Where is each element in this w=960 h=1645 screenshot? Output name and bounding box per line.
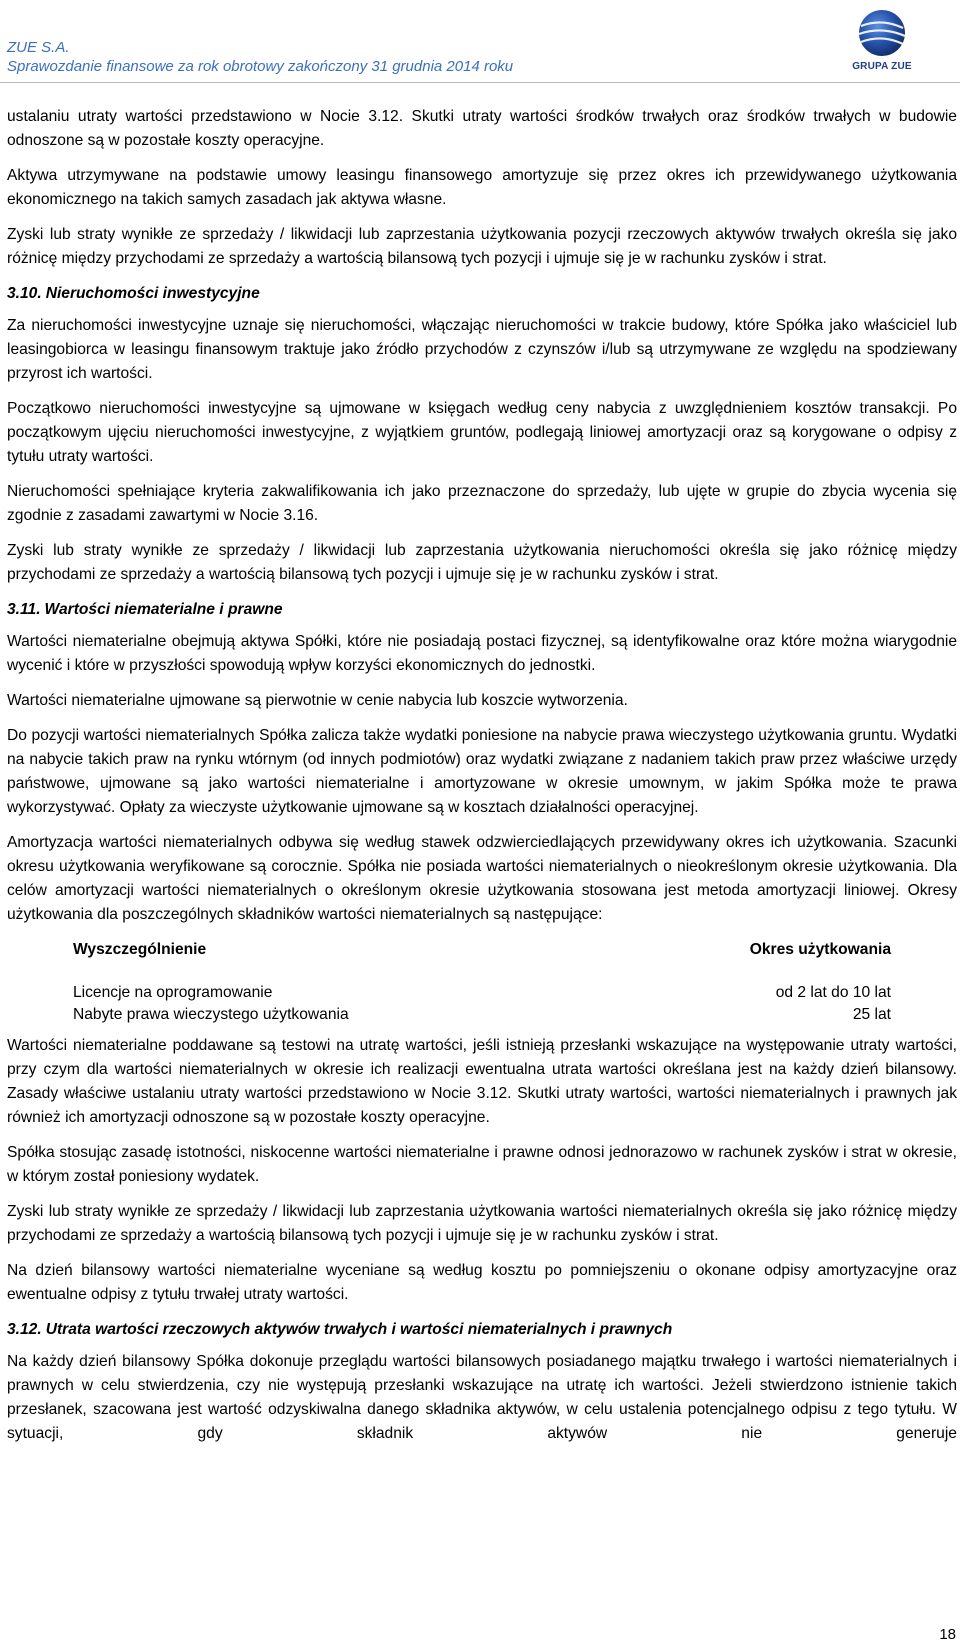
section-title: Utrata wartości rzeczowych aktywów trwałych i wartości niematerialnych i prawnych (45, 1321, 673, 1338)
table-cell-period: od 2 lat do 10 lat (775, 984, 891, 1001)
table-cell-period: 25 lat (852, 1006, 891, 1023)
column-header-period: Okres użytkowania (749, 941, 891, 958)
section-heading-3-10 (7, 282, 957, 306)
paragraph: Spółka stosując zasadę istotności, niskocenne wartości niematerialne i prawne odnosi jednorazowo w rachunek zysków i strat w okresie, w którym został poniesiony wydatek. (7, 1144, 957, 1185)
paragraph: Wartości niematerialne obejmują aktywa Spółki, które nie posiadają postaci fizycznej, są identyfikowalne oraz które można wiarygodnie wycenić i które w przyszłości spowodują wpływ korzyści ekonomicznych do jednostki. (7, 633, 957, 674)
section-number: 3.12. (7, 1321, 42, 1338)
report-title: Sprawozdanie finansowe za rok obrotowy zakończony 31 grudnia 2014 roku (7, 58, 514, 75)
section-heading-3-11 (7, 598, 957, 622)
paragraph: Aktywa utrzymywane na podstawie umowy leasingu finansowego amortyzuje się przez okres ich przewidywanego użytkowania ekonomicznego na takich samych zasadach jak aktywa własne. (7, 167, 957, 208)
page-header (0, 0, 960, 80)
section-heading-3-12 (7, 1318, 957, 1342)
paragraph: Do pozycji wartości niematerialnych Spółka zalicza także wydatki poniesione na nabycie prawa wieczystego użytkowania gruntu. Wydatki na nabycie takich praw na rynku wtórnym (od innych podmiotów) oraz wydatki związane z nadaniem takich praw przez właściwe urzędy państwowe, ujmowane są jako wartości niematerialne i amortyzowane w okresie umownym, w jakim Spółka może te prawa wykorzystywać. Opłaty za wieczyste użytkowanie ujmowane są w kosztach działalności operacyjnej. (7, 727, 957, 816)
table-row (73, 982, 891, 1004)
paragraph: Amortyzacja wartości niematerialnych odbywa się według stawek odzwierciedlających przewidywany okres ich użytkowania. Szacunki okresu użytkowania weryfikowane są corocznie. Spółka nie posiada wartości niematerialnych o nieokreślonym okresie użytkowania. Dla celów amortyzacji wartości niematerialnych o określonym okresie użytkowania stosowana jest metoda amortyzacji liniowej. Okresy użytkowania dla poszczególnych składników wartości niematerialnych są następujące: (7, 834, 957, 923)
paragraph: Zyski lub straty wynikłe ze sprzedaży / likwidacji lub zaprzestania użytkowania nieruchomości określa się jako różnicę między przychodami ze sprzedaży a wartością bilansową tych pozycji i ujmuje się je w rachunku zysków i strat. (7, 542, 957, 583)
paragraph: Nieruchomości spełniające kryteria zakwalifikowania ich jako przeznaczone do sprzedaży, lub ujęte w grupie do zbycia wycenia się zgodnie z zasadami zawartymi w Nocie 3.16. (7, 483, 957, 524)
page-number: 18 (939, 1626, 956, 1643)
paragraph: Wartości niematerialne ujmowane są pierwotnie w cenie nabycia lub koszcie wytworzenia. (7, 692, 628, 709)
section-title: Nieruchomości inwestycyjne (45, 285, 260, 302)
paragraph: Zyski lub straty wynikłe ze sprzedaży / likwidacji lub zaprzestania użytkowania pozycji rzeczowych aktywów trwałych określa się jako różnicę między przychodami ze sprzedaży a wartością bilansową tych pozycji i ujmuje się je w rachunku zysków i strat. (7, 226, 957, 267)
paragraph: Za nieruchomości inwestycyjne uznaje się nieruchomości, włączając nieruchomości w trakcie budowy, które Spółka jako właściciel lub leasingobiorca w leasingu finansowym traktuje jako źródło przychodów z czynszów i/lub są utrzymywane ze względu na spodziewany przyrost ich wartości. (7, 317, 957, 382)
logo-text: GRUPA ZUE (852, 61, 912, 72)
company-name: ZUE S.A. (7, 39, 70, 56)
paragraph: Początkowo nieruchomości inwestycyjne są ujmowane w księgach według ceny nabycia z uwzględnieniem kosztów transakcji. Po początkowym ujęciu nieruchomości inwestycyjne, z wyjątkiem gruntów, podlegają liniowej amortyzacji oraz są korygowane o odpisy z tytułu utraty wartości. (7, 400, 957, 465)
section-title: Wartości niematerialne i prawne (44, 601, 283, 618)
paragraph: Wartości niematerialne poddawane są testowi na utratę wartości, jeśli istnieją przesłanki wskazujące na występowanie utraty wartości, przy czym dla wartości niematerialnych w okresie ich realizacji ewentualna utrata wartości określana jest na każdy dzień bilansowy. Zasady właściwe ustalaniu utraty wartości przedstawiono w Nocie 3.12. Skutki utraty wartości, wartości niematerialnych i prawnych jak również ich amortyzacji odnoszone są w pozostałe koszty operacyjne. (7, 1037, 957, 1126)
globe-logo-icon (832, 6, 932, 62)
paragraph: Na dzień bilansowy wartości niematerialne wyceniane są według kosztu po pomniejszeniu o okonane odpisy amortyzacyjne oraz ewentualne odpisy z tytułu trwałej utraty wartości. (7, 1262, 957, 1303)
grupa-zue-logo (832, 6, 932, 74)
header-divider (0, 82, 960, 83)
document-body (7, 105, 957, 1457)
useful-life-table (73, 938, 891, 1026)
table-cell-item: Licencje na oprogramowanie (73, 984, 273, 1001)
section-number: 3.10. (7, 285, 42, 302)
paragraph: Zyski lub straty wynikłe ze sprzedaży / likwidacji lub zaprzestania użytkowania wartości niematerialnych określa się jako różnicę między przychodami ze sprzedaży a wartością bilansową tych pozycji i ujmuje się je w rachunku zysków i strat. (7, 1203, 957, 1244)
table-header (73, 938, 891, 962)
table-cell-item: Nabyte prawa wieczystego użytkowania (73, 1006, 349, 1023)
section-number: 3.11. (7, 601, 41, 618)
paragraph: ustalaniu utraty wartości przedstawiono w Nocie 3.12. Skutki utraty wartości środków trwałych oraz środków trwałych w budowie odnoszone są w pozostałe koszty operacyjne. (7, 108, 957, 149)
column-header-item: Wyszczególnienie (73, 941, 207, 958)
paragraph: Na każdy dzień bilansowy Spółka dokonuje przeglądu wartości bilansowych posiadanego majątku trwałego i wartości niematerialnych i prawnych w celu stwierdzenia, czy nie występują przesłanki wskazujące na utratę ich wartości. Jeżeli stwierdzono istnienie takich przesłanek, szacowana jest wartość odzyskiwalna danego składnika aktywów, w celu ustalenia potencjalnego odpisu z tego tytułu. W sytuacji, gdy składnik aktywów nie generuje (7, 1353, 957, 1442)
table-row (73, 1004, 891, 1026)
